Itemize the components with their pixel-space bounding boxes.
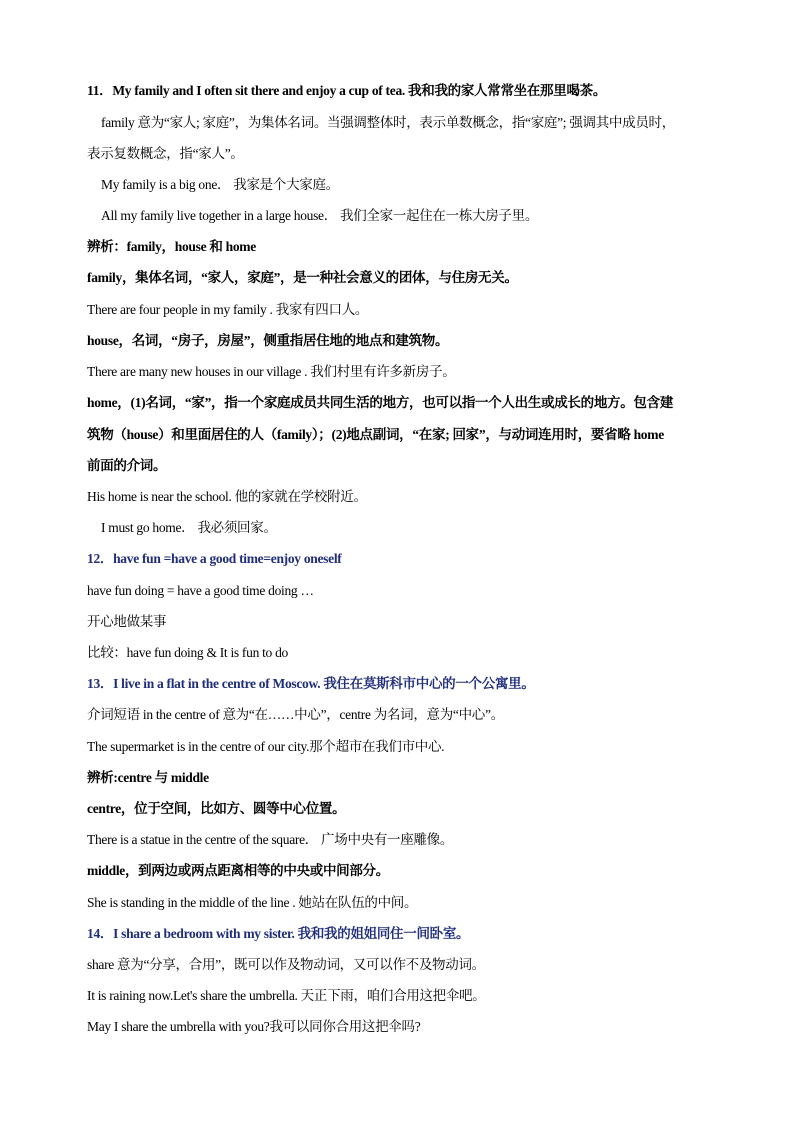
house-definition: house，名词，“房子，房屋”，侧重指居住地的地点和建筑物。 xyxy=(87,333,449,348)
item13-heading: 13．I live in a flat in the centre of Moscow. 我住在莫斯科市中心的一个公寓里。 xyxy=(87,676,535,691)
item11-compare-title: 辨析：family，house 和 home xyxy=(87,239,256,254)
centre-definition: centre，位于空间，比如方、圆等中心位置。 xyxy=(87,801,346,816)
item11-heading: 11．My family and I often sit there and enjoy a cup of tea. 我和我的家人常常坐在那里喝茶。 xyxy=(87,83,607,98)
item12-line1: have fun doing = have a good time doing … xyxy=(87,583,314,598)
middle-definition: middle，到两边或两点距离相等的中央或中间部分。 xyxy=(87,863,389,878)
item14-heading: 14．I share a bedroom with my sister. 我和我的姐姐同住一间卧室。 xyxy=(87,926,470,941)
home-definition-line2: 筑物（house）和里面居住的人（family）；(2)地点副词，“在家; 回家”，与动词连用时，要省略 home xyxy=(87,427,664,442)
centre-example: There is a statue in the centre of the square． 广场中央有一座雕像。 xyxy=(87,832,454,847)
home-definition-line3: 前面的介词。 xyxy=(87,458,167,473)
item13-compare-title: 辨析:centre 与 middle xyxy=(87,770,209,785)
item11-example-2: All my family live together in a large house． 我们全家一起住在一栋大房子里。 xyxy=(101,208,539,223)
item13-example-1: The supermarket is in the centre of our city.那个超市在我们市中心. xyxy=(87,739,445,754)
item12-heading: 12．have fun =have a good time=enjoy oneself xyxy=(87,551,342,566)
family-example: There are four people in my family . 我家有四口人。 xyxy=(87,302,369,317)
item14-example-2: May I share the umbrella with you?我可以同你合用这把伞吗? xyxy=(87,1019,421,1034)
item12-line2: 开心地做某事 xyxy=(87,614,167,629)
item11-note-line1: family 意为“家人; 家庭”，为集体名词。当强调整体时，表示单数概念，指“家庭”; 强调其中成员时， xyxy=(101,115,675,130)
home-example-2: I must go home． 我必须回家。 xyxy=(101,520,277,535)
family-definition: family，集体名词，“家人，家庭”，是一种社会意义的团体，与住房无关。 xyxy=(87,270,518,285)
item12-line3: 比较：have fun doing & It is fun to do xyxy=(87,645,288,660)
item14-note: share 意为“分享，合用”，既可以作及物动词，又可以作不及物动词。 xyxy=(87,957,485,972)
item13-note: 介词短语 in the centre of 意为“在……中心”，centre 为名词，意为“中心”。 xyxy=(87,707,504,722)
item11-example-1: My family is a big one． 我家是个大家庭。 xyxy=(101,177,339,192)
house-example: There are many new houses in our village . 我们村里有许多新房子。 xyxy=(87,364,456,379)
item11-note-line2: 表示复数概念，指“家人”。 xyxy=(87,146,244,161)
home-definition-line1: home，(1)名词，“家”，指一个家庭成员共同生活的地方，也可以指一个人出生或成长的地方。包含建 xyxy=(87,395,674,410)
middle-example: She is standing in the middle of the line . 她站在队伍的中间。 xyxy=(87,895,418,910)
item14-example-1: It is raining now.Let's share the umbrella. 天正下雨，咱们合用这把伞吧。 xyxy=(87,988,486,1003)
home-example-1: His home is near the school. 他的家就在学校附近。 xyxy=(87,489,367,504)
